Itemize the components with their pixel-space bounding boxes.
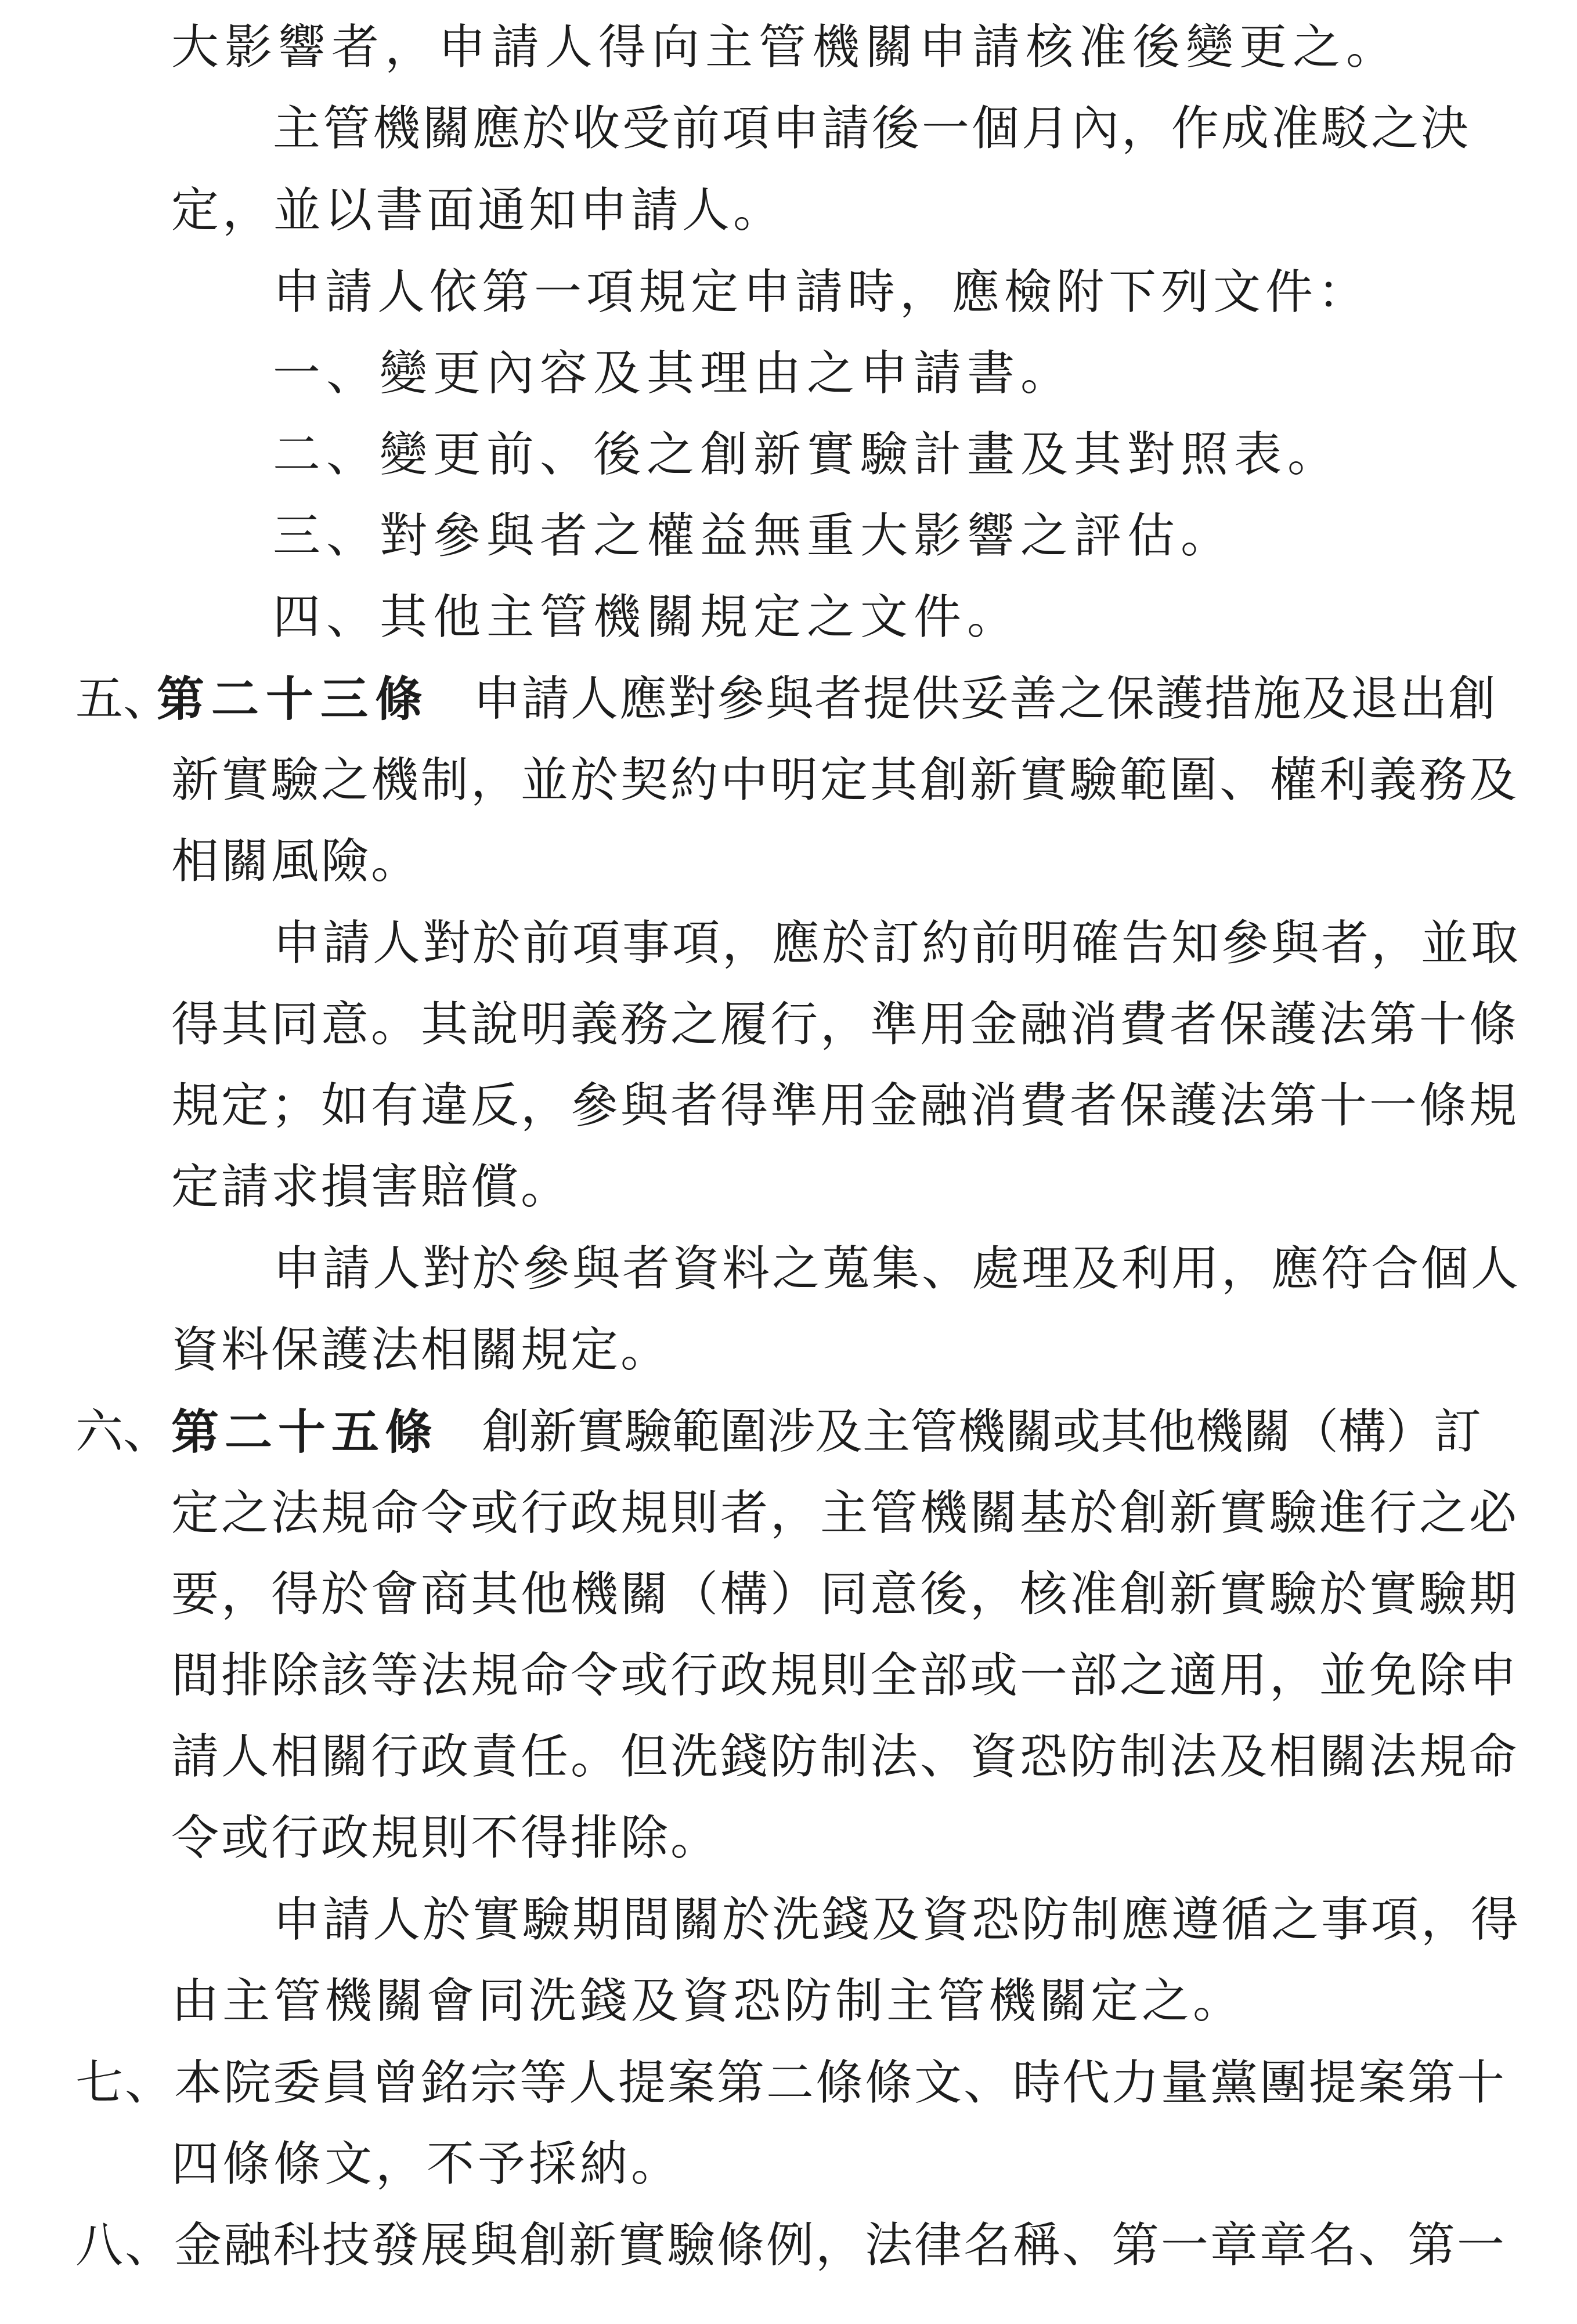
text-line: 相關風險。 xyxy=(171,834,421,889)
article-heading: 第二十五條 xyxy=(171,1404,439,1460)
text-line: 七、本院委員曾銘宗等人提案第二條條文、時代力量黨團提案第十 xyxy=(75,2055,1507,2110)
list-item: 一、變更內容及其理由之申請書。 xyxy=(273,346,1074,401)
text-line: 請人相關行政責任。但洗錢防制法、資恐防制法及相關法規命 xyxy=(171,1729,1520,1784)
text-line: 規定；如有違反，參與者得準用金融消費者保護法第十一條規 xyxy=(171,1078,1520,1133)
text-line: 申請人對於前項事項，應於訂約前明確告知參與者，並取 xyxy=(273,916,1521,971)
text-line: 大影響者，申請人得向主管機關申請核准後變更之。 xyxy=(171,20,1400,75)
article-heading: 第二十三條 xyxy=(157,671,430,727)
text-line: 由主管機關會同洗錢及資恐防制主管機關定之。 xyxy=(171,1974,1244,2029)
list-item: 四、其他主管機關規定之文件。 xyxy=(273,590,1021,645)
text-line: 定，並以書面通知申請人。 xyxy=(171,183,785,238)
text-line: 資料保護法相關規定。 xyxy=(171,1322,671,1378)
text-line: 申請人應對參與者提供妥善之保護措施及退出創 xyxy=(473,671,1497,727)
text-line: 四條條文，不予採納。 xyxy=(171,2137,683,2192)
text-line: 申請人於實驗期間關於洗錢及資恐防制應遵循之事項，得 xyxy=(273,1892,1521,1947)
text-line: 間排除該等法規命令或行政規則全部或一部之適用，並免除申 xyxy=(171,1648,1520,1703)
text-line: 定請求損害賠償。 xyxy=(171,1159,571,1215)
list-item: 二、變更前、後之創新實驗計畫及其對照表。 xyxy=(273,427,1341,482)
section-marker: 五、 xyxy=(75,671,171,727)
section-marker: 六、 xyxy=(75,1404,171,1459)
text-line: 八、金融科技發展與創新實驗條例，法律名稱、第一章章名、第一 xyxy=(75,2218,1507,2273)
text-line: 新實驗之機制，並於契約中明定其創新實驗範圍、權利義務及 xyxy=(171,753,1520,808)
text-line: 得其同意。其說明義務之履行，準用金融消費者保護法第十條 xyxy=(171,997,1520,1052)
text-line: 要，得於會商其他機關（構）同意後，核准創新實驗於實驗期 xyxy=(171,1567,1520,1622)
text-line: 主管機關應於收受前項申請後一個月內，作成准駁之決 xyxy=(273,101,1471,156)
list-item: 三、對參與者之權益無重大影響之評估。 xyxy=(273,508,1235,563)
text-line: 定之法規命令或行政規則者，主管機關基於創新實驗進行之必 xyxy=(171,1486,1520,1541)
text-line: 創新實驗範圍涉及主管機關或其他機關（構）訂 xyxy=(482,1404,1482,1459)
text-line: 令或行政規則不得排除。 xyxy=(171,1810,721,1866)
text-line: 申請人依第一項規定申請時，應檢附下列文件： xyxy=(273,265,1370,320)
text-line: 申請人對於參與者資料之蒐集、處理及利用，應符合個人 xyxy=(273,1241,1521,1296)
